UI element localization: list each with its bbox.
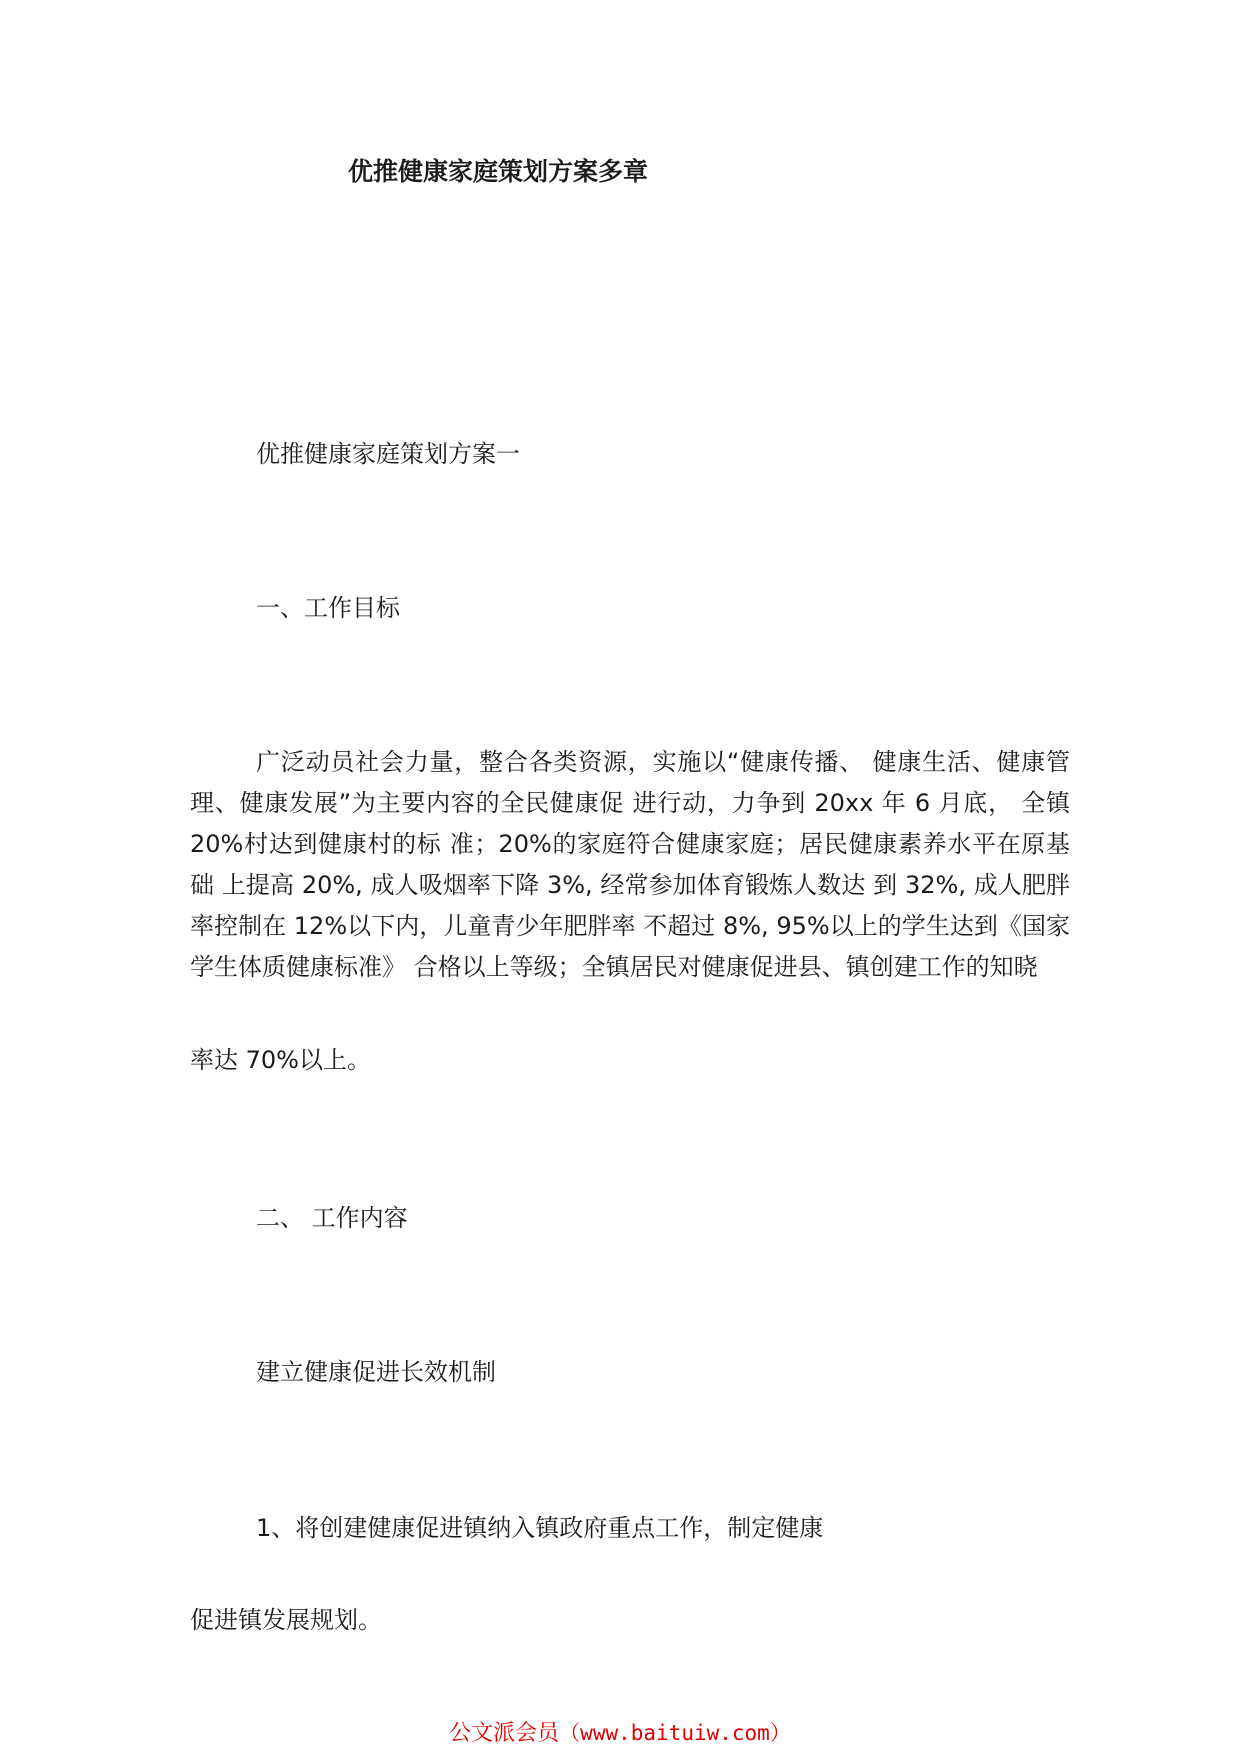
list-item-1-line1: 1、将创建健康促进镇纳入镇政府重点工作，制定健康 [256, 1514, 824, 1542]
document-title: 优推健康家庭策划方案多章 [348, 157, 649, 186]
goals-paragraph-end: 率达 70%以上。 [190, 1046, 371, 1074]
footer-watermark [0, 1716, 1240, 1747]
section-heading-goals: 一、工作目标 [256, 594, 400, 622]
section-subheading-mechanism: 建立健康促进长效机制 [256, 1358, 496, 1386]
footer-url[interactable]: （www.baituiw.com） [559, 1721, 791, 1745]
list-item-1-line2: 促进镇发展规划。 [190, 1606, 382, 1634]
goals-paragraph: 广泛动员社会力量，整合各类资源，实施以“健康传播、 健康生活、健康管理、健康发展”为主要内容的全民健康促 进行动，力争到 20xx 年 6 月底， 全镇 20%村达到健康村的标 准；20%的家庭符合健康家庭；居民健康素养水平在原基础 上提高 20%, 成人吸烟率下降 3%, 经常参加体育锻炼人数达 到 32%, 成人肥胖率控制在 12%以下内，儿童青少年肥胖率 不超过 8%, 95%以上的学生达到《国家学生体质健康标准》 合格以上等级；全镇居民对健康促进县、镇创建工作的知晓 [190, 748, 1070, 981]
plan-subtitle: 优推健康家庭策划方案一 [256, 440, 520, 468]
footer-brand: 公文派会员 [449, 1721, 560, 1746]
section-heading-content: 二、 工作内容 [256, 1204, 408, 1232]
